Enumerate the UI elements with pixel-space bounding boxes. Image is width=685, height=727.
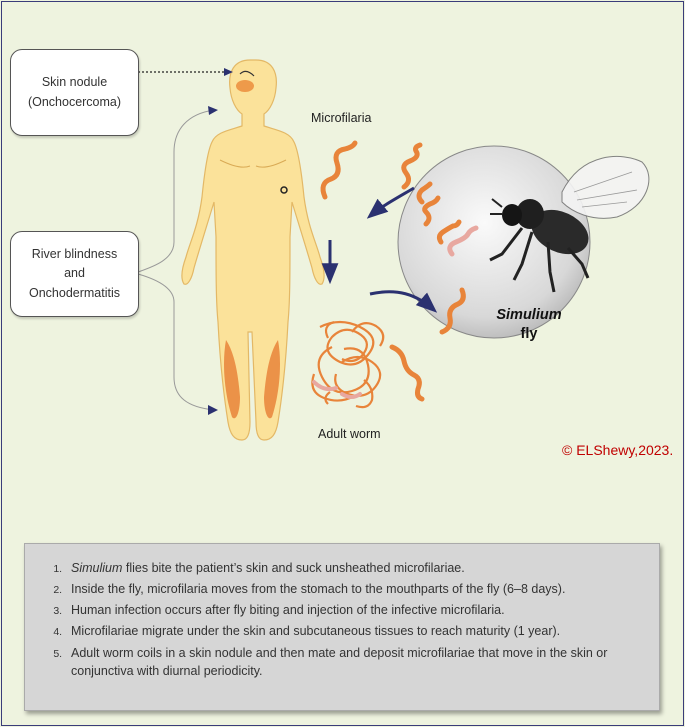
river-blindness-line2: and [64,266,85,281]
step-text: flies bite the patient’s skin and suck unsheathed microfilariae. [122,561,465,575]
river-blindness-line3: Onchodermatitis [28,285,120,300]
human-body [182,60,324,440]
adult-worm-label: Adult worm [318,427,381,441]
skin-nodule-subtitle: (Onchocercoma) [27,94,122,109]
step-emphasis: Simulium [71,561,123,575]
step-item [65,644,647,680]
step-item [65,559,647,577]
microfilaria-label: Microfilaria [311,111,372,125]
step-text: Microfilariae migrate under the skin and subcutaneous tissues to reach maturity (1 year). [71,624,561,639]
step-item [65,622,647,640]
steps-list [25,544,659,680]
nodule-on-head [236,80,254,92]
step-item [65,601,647,619]
figure-frame [1,1,684,726]
river-blindness-box [10,231,139,317]
fly-genus-label: Simulium [496,307,562,323]
step-text: Inside the fly, microfilaria moves from the stomach to the mouthparts of the fly (6–8 days). [71,582,566,597]
steps-panel [24,543,660,711]
copyright-label: © ELShewy,2023. [562,442,674,458]
step-item [65,580,647,598]
adult-worm-coil [312,322,383,407]
river-blindness-line1: River blindness [31,246,118,261]
fly-word-label: fly [520,325,538,342]
skin-nodule-box [10,49,139,136]
skin-nodule-title: Skin nodule [41,75,108,90]
step-text: Adult worm coils in a skin nodule and then mate and deposit microfilariae that move in the skin or conjunctiva with diurnal periodicity. [71,645,608,678]
fly-caption [489,306,569,344]
step-text: Human infection occurs after fly biting and injection of the infective microfilaria. [71,603,505,618]
